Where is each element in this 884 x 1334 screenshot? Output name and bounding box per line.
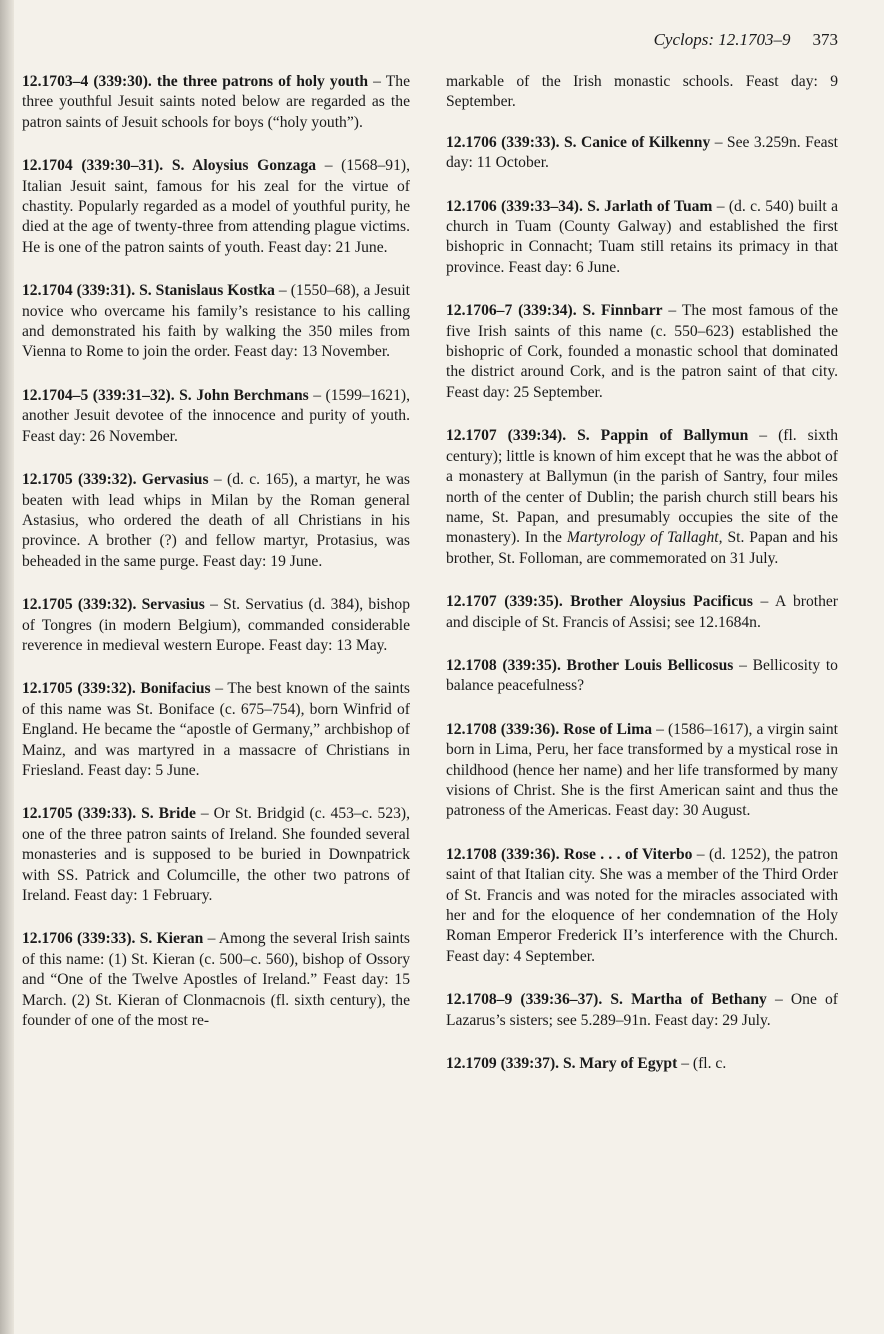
left-column (22, 72, 410, 1054)
annotation-entry (22, 72, 410, 133)
annotation-entry (22, 470, 410, 572)
annotation-entry (446, 720, 838, 822)
entry-body: – Or St. Bridgid (c. 453–c. 523), one of the three patron saints of Ireland. She founded several monasteries and is supposed to be buried in Downpatrick with SS. Patrick and Columcille, the other two patrons of Ireland. Feast day: 1 February. (22, 805, 410, 904)
entry-reference: 12.1708 (339:35). Brother Louis Bellicosus (446, 656, 734, 674)
entry-body: – (d. c. 165), a martyr, he was beaten with lead whips in Milan by the Roman general Astasius, who ordered the death of all Christians in his province. A brother (?) and fellow martyr, Protasius, was beheaded in the same purge. Feast day: 19 June. (22, 471, 411, 570)
entry-reference: 12.1707 (339:35). Brother Aloysius Pacificus (446, 593, 753, 611)
entry-reference: 12.1704 (339:30–31). S. Aloysius Gonzaga (22, 157, 317, 175)
entry-body: – One of Lazarus’s sisters; see 5.289–91n. Feast day: 29 July. (446, 991, 838, 1029)
entry-reference: 12.1704 (339:31). S. Stanislaus Kostka (22, 282, 275, 300)
annotation-entry (22, 595, 410, 656)
entry-body: – (fl. sixth century); little is known of him except that he was the abbot of a monastery at Ballymun (in the parish of Santry, four miles north of the center of Dublin; the parish church still bears his name, St. Papan, and presumably occupies the site of the monastery). In the (446, 427, 838, 547)
annotation-entry (446, 592, 838, 633)
page-gutter-shadow (0, 0, 14, 1334)
annotation-entry (22, 281, 410, 363)
annotation-entry (446, 845, 838, 967)
entry-body: – (1550–68), a Jesuit novice who overcame his family’s resistance to his calling and demonstrated his faith by walking the 350 miles from Vienna to Rome to join the order. Feast day: 13 November. (22, 282, 410, 361)
annotation-entry (446, 133, 838, 174)
entry-body: – St. Servatius (d. 384), bishop of Tongres (in modern Belgium), commanded considerable reverence in medieval western Europe. Feast day: 13 May. (22, 596, 410, 654)
entry-body: – (d. c. 540) built a church in Tuam (County Galway) and established the first bishopric in Connacht; Tuam still retains its primacy in that province. Feast day: 6 June. (446, 197, 838, 276)
entry-reference: 12.1705 (339:32). Servasius (22, 596, 205, 614)
annotation-entry (446, 301, 838, 403)
page-number: 373 (812, 30, 838, 49)
annotation-entry (446, 1054, 838, 1074)
entry-reference: 12.1708 (339:36). Rose of Lima (446, 720, 653, 738)
annotation-entry (446, 656, 838, 697)
annotation-entry (22, 929, 410, 1031)
annotation-entry (446, 990, 838, 1031)
entry-body: – (1568–91), Italian Jesuit saint, famous for his zeal for the virtue of chastity. Popularly regarded as a model of youthful purity, he died at the age of twenty-three from attending plague victims. He is one of the patron saints of youth. Feast day: 21 June. (22, 157, 410, 256)
annotation-entry (22, 804, 410, 906)
entry-reference: 12.1706 (339:33–34). S. Jarlath of Tuam (446, 197, 713, 215)
continued-entry-text: markable of the Irish monastic schools. Feast day: 9 September. (446, 73, 838, 111)
entry-body: – The best known of the saints of this name was St. Boniface (c. 675–754), born Winfrid of England. He became the “apostle of Germany,” archbishop of Mainz, and was martyred in a massacre of Christians in Friesland. Feast day: 5 June. (22, 680, 411, 779)
entry-reference: 12.1706 (339:33). S. Kieran (22, 930, 204, 948)
annotation-entry (446, 426, 838, 569)
entry-reference: 12.1706 (339:33). S. Canice of Kilkenny (446, 133, 711, 151)
entry-body: – (fl. c. (677, 1055, 727, 1073)
entry-body: – The three youthful Jesuit saints noted below are regarded as the patron saints of Jesuit schools for boys (“holy youth”). (22, 73, 410, 131)
entry-body: – See 3.259n. Feast day: 11 October. (446, 133, 838, 172)
entry-reference: 12.1703–4 (339:30). the three patrons of holy youth (22, 73, 369, 90)
entry-body: – Bellicosity to balance peacefulness? (446, 656, 838, 695)
entry-reference: 12.1708 (339:36). Rose . . . of Viterbo (446, 845, 693, 863)
entry-body: – Among the several Irish saints of this name: (1) St. Kieran (c. 500–c. 560), bishop of Ossory and “One of the Twelve Apostles of Ireland.” Feast day: 15 March. (2) St. Kieran of Clonmacnois (fl. sixth century), the founder of one of the most re- (22, 930, 410, 1030)
annotation-entry (22, 156, 410, 258)
entry-reference: 12.1704–5 (339:31–32). S. John Berchmans (22, 386, 309, 404)
entry-body: – (1599–1621), another Jesuit devotee of the innocence and purity of youth. Feast day: 26 November. (22, 386, 410, 445)
entry-reference: 12.1706–7 (339:34). S. Finnbarr (446, 302, 663, 320)
annotation-entry (22, 386, 410, 447)
entry-reference: 12.1705 (339:32). Gervasius (22, 471, 209, 489)
running-head (654, 30, 838, 50)
entry-reference: 12.1707 (339:34). S. Pappin of Ballymun (446, 427, 749, 445)
entry-reference: 12.1708–9 (339:36–37). S. Martha of Bethany (446, 991, 767, 1009)
entry-body: – The most famous of the five Irish saints of this name (c. 550–623) established the bishopric of Cork, founded a monastic school that dominated the district around Cork, and is the patron saint of that city. Feast day: 25 September. (446, 302, 838, 401)
running-head-title: Cyclops: 12.1703–9 (653, 30, 791, 49)
entry-reference: 12.1705 (339:32). Bonifacius (22, 680, 211, 698)
entry-body: – (d. 1252), the patron saint of that Italian city. She was a member of the Third Order of St. Francis and was noted for the miracles associated with her and for the eloquence of her condemnation of the Holy Roman Emperor Frederick II’s interference with the Church. Feast day: 4 September. (446, 845, 838, 965)
entry-reference: 12.1705 (339:33). S. Bride (22, 805, 196, 823)
entry-body: – (1586–1617), a virgin saint born in Lima, Peru, her face transformed by a mystical rose in childhood (hence her name) and her life transformed by many visions of Christ. She is the first American saint and thus the patroness of the Americas. Feast day: 30 August. (446, 720, 838, 820)
entry-body: – A brother and disciple of St. Francis of Assisi; see 12.1684n. (446, 593, 838, 631)
annotation-entry (446, 197, 838, 279)
entry-body-continued: St. Papan and his brother, St. Folloman, are commemorated on 31 July. (446, 529, 838, 567)
entry-italic-title: Martyrology of Tallaght, (566, 529, 723, 547)
right-column (446, 72, 838, 1097)
annotation-entry (22, 679, 410, 781)
entry-reference: 12.1709 (339:37). S. Mary of Egypt (446, 1055, 678, 1073)
